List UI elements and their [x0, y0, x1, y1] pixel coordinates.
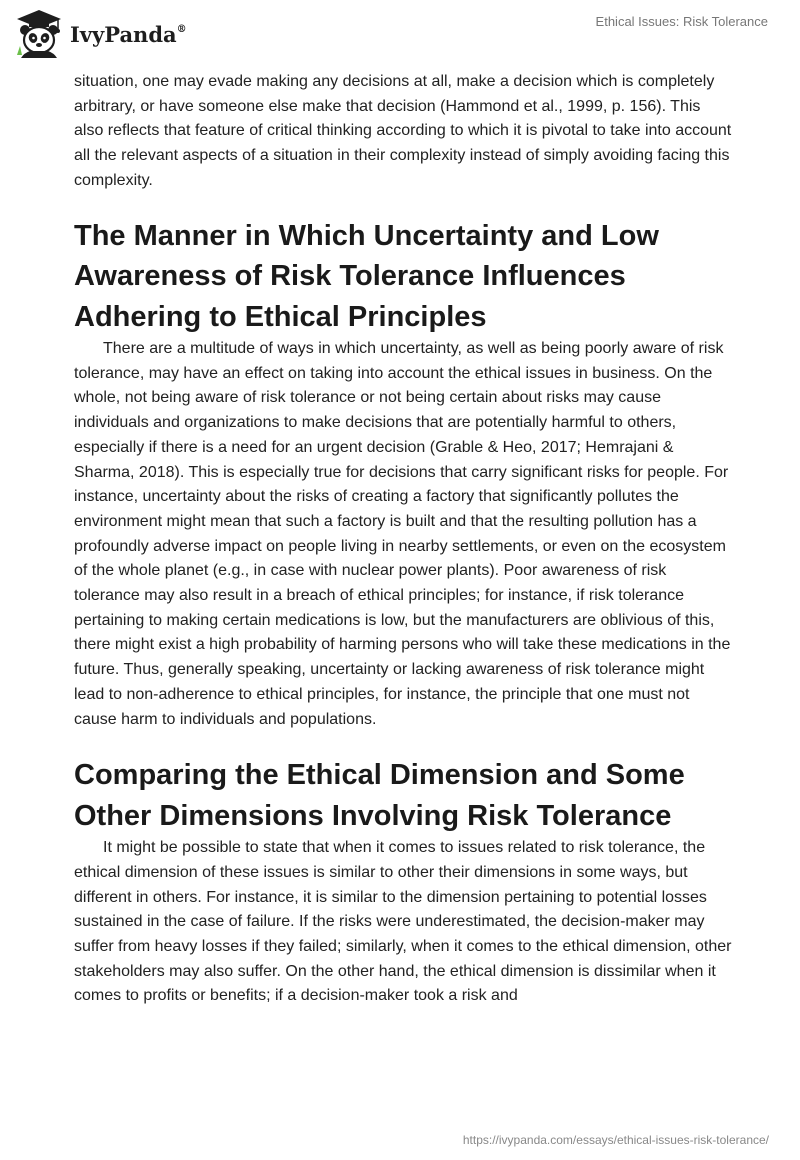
section-heading-comparing-dimensions: Comparing the Ethical Dimension and Some Other Dimensions Involving Risk Tolerance: [74, 759, 685, 832]
essay-content: [74, 70, 734, 1009]
brand-name: IvyPanda®: [70, 21, 187, 47]
paragraph-uncertainty: There are a multitude of ways in which uncertainty, as well as being poorly aware of risk tolerance, may have an effect on taking into account the ethical issues in business. On the whole, not being aware of risk tolerance or not being certain about risks may cause individuals and organizations to make decisions that are potentially harmful to others, especially if there is a need for an urgent decision (Grable & Heo, 2017; Hemrajani & Sharma, 2018). This is especially true for decisions that carry significant risks for people. For instance, uncertainty about the risks of creating a factory that significantly pollutes the environment might mean that such a factory is built and that the resulting pollution has a profoundly adverse impact on people living in nearby settlements, or even on the ecosystem of the whole planet (e.g., in case with nuclear power plants). Poor awareness of risk tolerance may also result in a breach of ethical principles; for instance, if risk tolerance pertaining to making certain medications is low, but the manufacturers are oblivious of this, there might exist a high probability of harming persons who will take these medications in the future. Thus, generally speaking, uncertainty or lacking awareness of risk tolerance might lead to non-adherence to ethical principles, for instance, the principle that one must not cause harm to individuals and populations.: [74, 340, 731, 728]
panda-graduation-cap-icon: [14, 8, 64, 58]
ivypanda-logo[interactable]: [14, 8, 187, 58]
page-header: [0, 0, 800, 70]
paragraph-comparing-dimensions: It might be possible to state that when it comes to issues related to risk tolerance, the ethical dimension of these issues is similar to other their dimensions in some ways, but different in others. For instance, it is similar to the dimension pertaining to potential losses sustained in the case of failure. If the risks were underestimated, the decision-maker may suffer from heavy losses if they failed; similarly, when it comes to the ethical dimension, other stakeholders may also suffer. On the other hand, the ethical dimension is dissimilar when it comes to profits or benefits; if a decision-maker took a risk and: [74, 839, 732, 1005]
running-title: Ethical Issues: Risk Tolerance: [595, 14, 768, 29]
paragraph-continued: situation, one may evade making any decisions at all, make a decision which is completely arbitrary, or have someone else make that decision (Hammond et al., 1999, p. 156). This also reflects that feature of critical thinking according to which it is pivotal to take into account all the relevant aspects of a situation in their complexity instead of simply avoiding facing this complexity.: [74, 73, 732, 189]
page-url: https://ivypanda.com/essays/ethical-issues-risk-tolerance/: [462, 1133, 769, 1147]
section-heading-uncertainty: The Manner in Which Uncertainty and Low Awareness of Risk Tolerance Influences Adhering to Ethical Principles: [74, 219, 659, 333]
